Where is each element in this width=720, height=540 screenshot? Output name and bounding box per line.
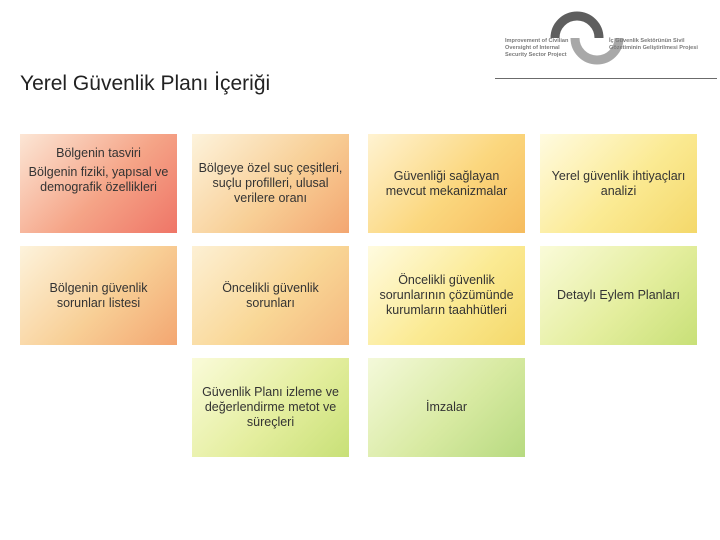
- box-region-description-heading: Bölgenin tasviri: [56, 146, 141, 160]
- box-region-description-detail: Bölgenin fiziki, yapısal ve demografik özellikleri: [28, 165, 169, 194]
- slide-title: Yerel Güvenlik Planı İçeriği: [20, 72, 271, 95]
- box-security-problems-list: [20, 246, 177, 345]
- box-priority-problems-text: Öncelikli güvenlik sorunları: [222, 280, 319, 310]
- box-security-mechanisms-text: Güvenliği sağlayan mevcut mekanizmalar: [385, 168, 508, 198]
- box-institution-commitments: [368, 246, 525, 345]
- box-signatures-text: İmzalar: [426, 400, 467, 414]
- header-divider: [495, 78, 717, 79]
- logo-turkish-text: İç Güvenlik Sektörünün Sivil Gözetiminin Geliştirilmesi Projesi: [609, 38, 698, 51]
- box-crime-types-text: Bölgeye özel suç çeşitleri, suçlu profilleri, ulusal verilere oranı: [198, 161, 343, 205]
- box-region-description: [20, 134, 177, 233]
- box-needs-analysis-text: Yerel güvenlik ihtiyaçları analizi: [551, 168, 686, 198]
- box-security-problems-list-text: Bölgenin güvenlik sorunları listesi: [49, 280, 148, 310]
- box-action-plans: [540, 246, 697, 345]
- box-monitoring-evaluation-text: Güvenlik Planı izleme ve değerlendirme metot ve süreçleri: [202, 385, 339, 429]
- box-action-plans-text: Detaylı Eylem Planları: [557, 288, 680, 302]
- box-needs-analysis: [540, 134, 697, 233]
- box-monitoring-evaluation: [192, 358, 349, 457]
- box-signatures: [368, 358, 525, 457]
- project-logo: [505, 8, 705, 70]
- box-institution-commitments-text: Öncelikli güvenlik sorunlarının çözümünde kurumların taahhütleri: [379, 273, 514, 317]
- box-security-mechanisms: [368, 134, 525, 233]
- box-priority-problems: [192, 246, 349, 345]
- logo-english-text: Improvement of Civilian Oversight of Internal Security Sector Project: [505, 38, 569, 58]
- box-crime-types: [192, 134, 349, 233]
